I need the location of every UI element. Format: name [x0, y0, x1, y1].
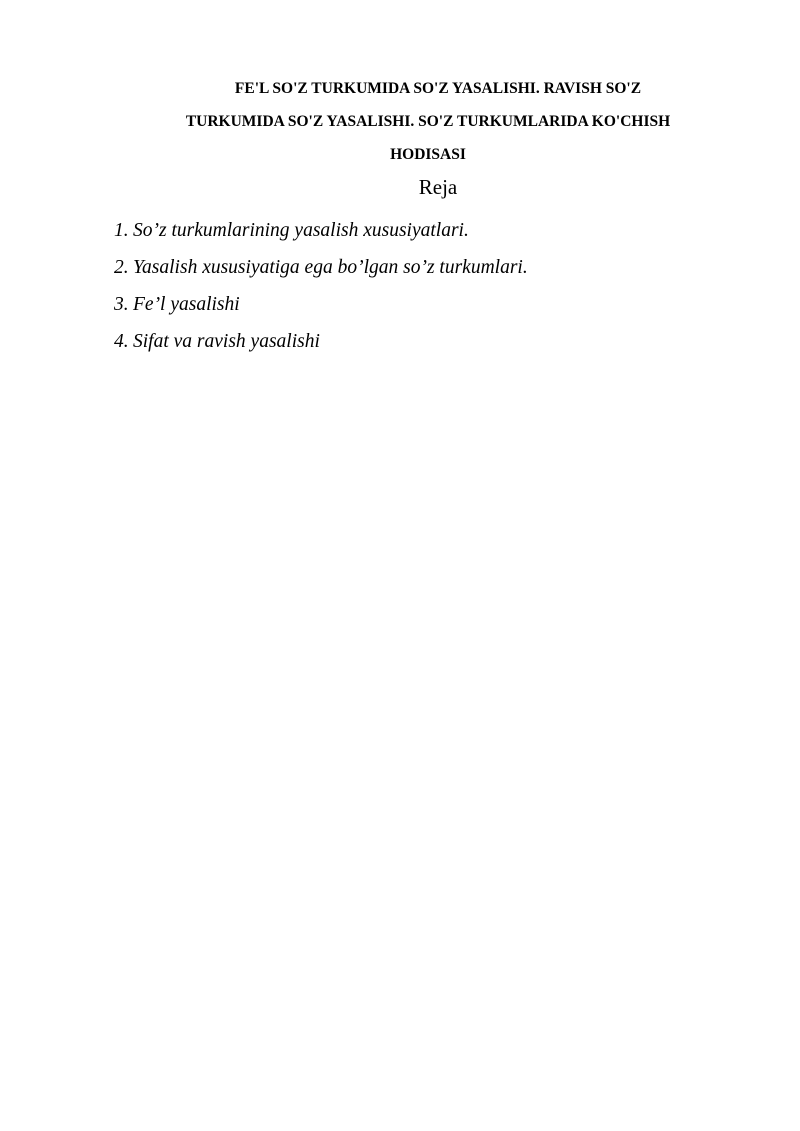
document-title: [118, 72, 738, 171]
plan-item-number: 2.: [114, 257, 129, 278]
plan-item-text: Fe’l yasalishi: [133, 294, 240, 315]
plan-list: [114, 212, 528, 360]
plan-item-number: 3.: [114, 294, 129, 315]
plan-item-3: [114, 286, 528, 323]
plan-heading: Reja: [418, 175, 458, 199]
title-line-3: HODISASI: [390, 146, 466, 163]
plan-item-4: [114, 323, 528, 360]
plan-item-number: 4.: [114, 331, 129, 352]
title-line-1: FE'L SO'Z TURKUMIDA SO'Z YASALISHI. RAVISH SO'Z: [234, 80, 642, 97]
plan-item-1: [114, 212, 528, 249]
plan-item-text: Sifat va ravish yasalishi: [133, 331, 320, 352]
plan-item-text: So’z turkumlarining yasalish xususiyatlari.: [133, 220, 469, 241]
plan-item-number: 1.: [114, 220, 129, 241]
plan-item-2: [114, 249, 528, 286]
title-line-2: TURKUMIDA SO'Z YASALISHI. SO'Z TURKUMLARIDA KO'CHISH: [185, 113, 671, 130]
plan-item-text: Yasalish xususiyatiga ega bo’lgan so’z turkumlari.: [133, 257, 528, 278]
